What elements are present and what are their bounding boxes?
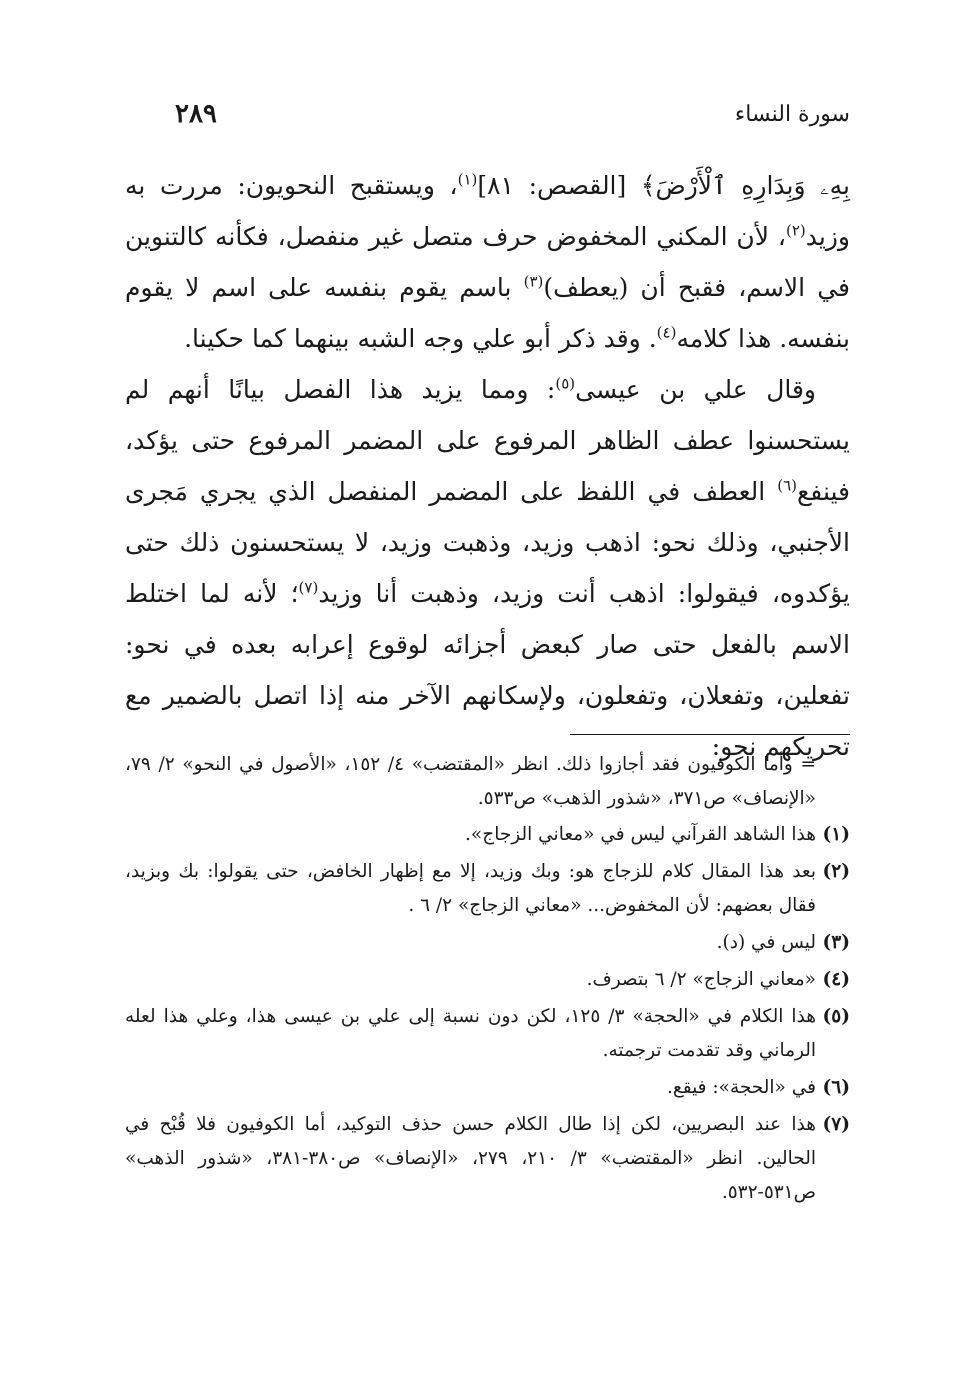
footnote-text: هذا الشاهد القرآني ليس في «معاني الزجاج». [465,824,816,845]
footnote-number: (٧) [822,1114,850,1135]
footnote-reference[interactable]: (٥) [555,374,576,393]
footnote-item [125,1000,850,1068]
footnote-number: (٣) [822,932,850,953]
paragraph [125,160,850,364]
footnote-item [125,963,850,997]
text-run: باسم يقوم بنفسه على اسم لا يقوم بنفسه. هذا كلامه [125,273,850,353]
text-run: ، لأن المكني المخفوض حرف متصل غير منفصل، فكأنه كالتنوين في الاسم، فقبح أن (يعطف) [125,222,850,302]
footnote-text: في «الحجة»: فيقع. [667,1077,816,1098]
footnote-number: (٥) [822,1006,850,1027]
footnote-text: ليس في (د). [716,932,816,953]
text-run: العطف في اللفظ على المضمر المنفصل الذي يجري مَجرى الأجنبي، وذلك نحو: اذهب وزيد، وذهبت وزيد، لا يستحسنون ذلك حتى يؤكدوه، فيقولوا: اذهب أنت وزيد، وذهبت أنا وزيد [125,477,850,608]
text-run: ، ويستقبح النحويون: مررت به وزيد [125,171,850,251]
footnote-item [125,855,850,923]
footnote-text: «معاني الزجاج» ٢/ ٦ بتصرف. [586,969,816,990]
footnote-item [125,1108,850,1210]
footnote-item [125,818,850,852]
footnote-reference[interactable]: (٤) [656,323,677,342]
text-run: ؛ لأنه لما اختلط الاسم بالفعل حتى صار كبعض أجزائه لوقوع إعرابه بعده في نحو: تفعلين، وتفعلان، وتفعلون، ولإسكانهم الآخر منه إذا اتصل بالضمير مع تحريكهم نحو: [125,579,850,761]
footnote-number: (٦) [822,1077,850,1098]
footnote-number: (٤) [822,969,850,990]
footnote-item [125,1071,850,1105]
running-title: سورة النساء [734,101,850,127]
page-number: ٢٨٩ [175,99,217,129]
footnote-separator [570,734,850,735]
footnote-text: هذا عند البصريين، لكن إذا طال الكلام حسن حذف التوكيد، أما الكوفيون فلا قُبْح في الحالين. انظر «المقتضب» ٣/ ٢١٠، ٢٧٩، «الإنصاف» ص٣٨٠-٣٨١، «شذور الذهب» ص٥٣١-٥٣٢. [125,1114,817,1203]
text-run: بِهِۦ وَبِدَارِهِ ٱلْأَرْضَ﴾ [القصص: ٨١] [477,171,850,200]
footnote-item [125,926,850,960]
page-header [175,92,850,136]
paragraph [125,364,850,772]
footnote-reference[interactable]: (٣) [523,272,544,291]
footnotes [125,748,850,1213]
footnote-reference[interactable]: (٧) [298,578,319,597]
footnote-reference[interactable]: (٢) [785,221,806,240]
footnote-number: (٢) [822,861,850,882]
main-text [125,160,850,772]
text-run: : ومما يزيد هذا الفصل بيانًا أنهم لم يستحسنوا عطف الظاهر المرفوع على المضمر المرفوع حتى يؤكد، فينفع [125,375,850,506]
footnote-continuation: = وأما الكوفيون فقد أجازوا ذلك. انظر «المقتضب» ٤/ ١٥٢، «الأصول في النحو» ٢/ ٧٩، «الإنصاف» ص٣٧١، «شذور الذهب» ص٥٣٣. [125,754,816,809]
footnote-reference[interactable]: (٦) [777,476,797,495]
text-run: وقال علي بن عيسى [575,375,817,404]
text-run: . وقد ذكر أبو علي وجه الشبه بينهما كما حكينا. [184,324,657,353]
footnote-text: هذا الكلام في «الحجة» ٣/ ١٢٥، لكن دون نسبة إلى علي بن عيسى هذا، وعلي هذا لعله الرماني وقد تقدمت ترجمته. [125,1006,816,1061]
footnote-number: (١) [822,824,850,845]
footnote-text: بعد هذا المقال كلام للزجاج هو: وبك وزيد، إلا مع إظهار الخافض، حتى يقولوا: بك وبزيد، فقال بعضهم: لأن المخفوض... «معاني الزجاج» ٢/ ٦ . [125,861,816,916]
footnote-reference[interactable]: (١) [457,170,478,189]
